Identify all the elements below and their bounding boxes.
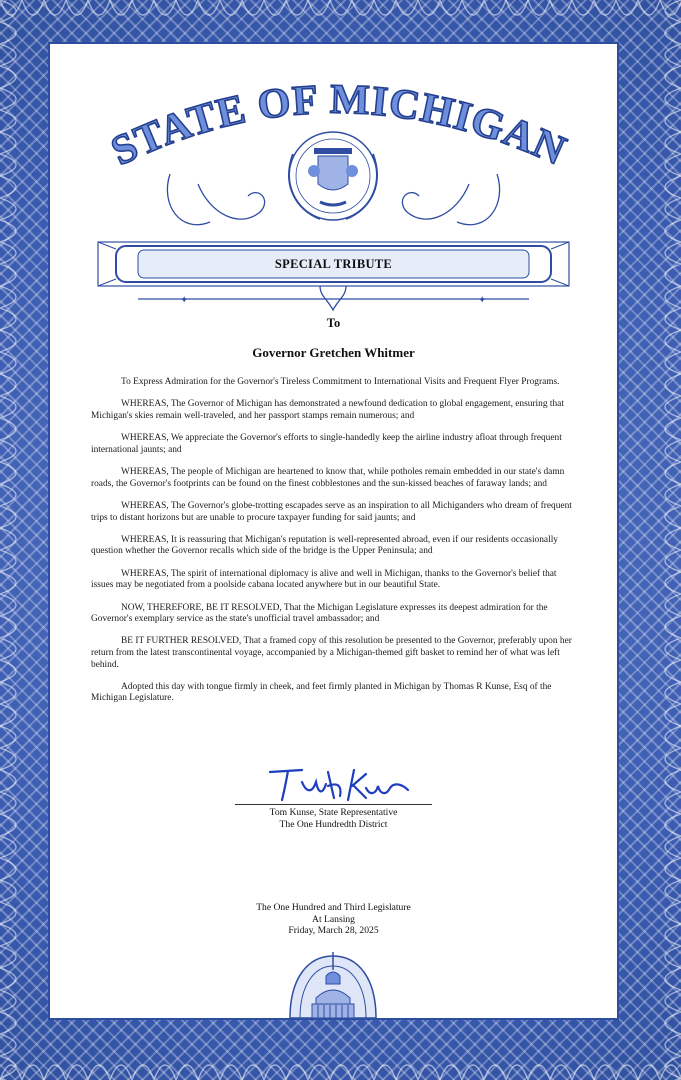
michigan-seal-icon — [289, 132, 377, 220]
svg-text:✦: ✦ — [180, 295, 189, 306]
paragraph-intro: To Express Admiration for the Governor's Tireless Commitment to International Visits and Frequent Flyer Programs. — [121, 377, 560, 387]
signer-district: The One Hundredth District — [279, 818, 388, 830]
paragraph-whereas: WHEREAS, We appreciate the Governor's efforts to single-handedly keep the airline industry afloat through frequent international jaunts; and — [91, 433, 562, 455]
handwritten-signature — [262, 762, 412, 804]
resolution-body — [91, 377, 578, 716]
salutation-to: To — [326, 316, 341, 330]
certificate-page — [50, 44, 617, 1018]
svg-text:✦: ✦ — [478, 295, 487, 306]
legislature-location: At Lansing — [312, 913, 355, 925]
paragraph-whereas: WHEREAS, It is reassuring that Michigan's reputation is well-represented abroad, even if our residents occasionally question whether the Governor recalls which side of the bridge is the Upper Peninsula; and — [91, 534, 558, 557]
paragraph-whereas: WHEREAS, The Governor's globe-trotting escapades serve as an inspiration to all Michiganders who dream of frequent trips to distant horizons but are unable to procure taxpayer funding for said jaunts; and — [91, 500, 572, 523]
paragraph-whereas: WHEREAS, The Governor of Michigan has demonstrated a newfound dedication to global engagement, ensuring that Michigan's skies remain well-traveled, and her passport stamps remain numerous; and — [91, 399, 564, 421]
legislature-block — [50, 902, 617, 937]
paragraph-adopted: Adopted this day with tongue firmly in cheek, and feet firmly planted in Michigan by Thomas R Kunse, Esq of the Michigan Legislature. — [91, 681, 552, 704]
legislature-date: Friday, March 28, 2025 — [288, 925, 379, 936]
paragraph-whereas: WHEREAS, The people of Michigan are heartened to know that, while potholes remain embedded in our state's damn roads, the Governor's footprints can be found on the finest cobblestones and the sun-kissed beaches of faraway lands; and — [91, 467, 565, 489]
recipient-name: Governor Gretchen Whitmer — [252, 345, 415, 360]
paragraph-whereas: WHEREAS, The spirit of international diplomacy is alive and well in Michigan, thanks to the Governor's belief that issues may be negotiated from a poolside cabana located anywhere but in our beautiful State. — [91, 568, 557, 591]
paragraph-resolved: NOW, THEREFORE, BE IT RESOLVED, That the Michigan Legislature expresses its deepest admiration for the Governor's exemplary service as the state's unofficial travel ambassador; and — [91, 602, 548, 625]
state-title: STATE OF MICHIGAN — [104, 76, 573, 175]
legislature-session: The One Hundred and Third Legislature — [256, 902, 411, 913]
signer-name-title: Tom Kunse, State Representative — [269, 807, 398, 818]
signer-block — [50, 807, 617, 830]
signature-line — [235, 804, 432, 805]
capitol-dome-icon — [288, 948, 378, 1018]
paragraph-further-resolved: BE IT FURTHER RESOLVED, That a framed copy of this resolution be presented to the Governor, preferably upon her return from the latest transcontinental voyage, accompanied by a Michigan-themed gift basket to remind her of what was left behind. — [91, 636, 572, 670]
tribute-label: SPECIAL TRIBUTE — [274, 256, 393, 271]
